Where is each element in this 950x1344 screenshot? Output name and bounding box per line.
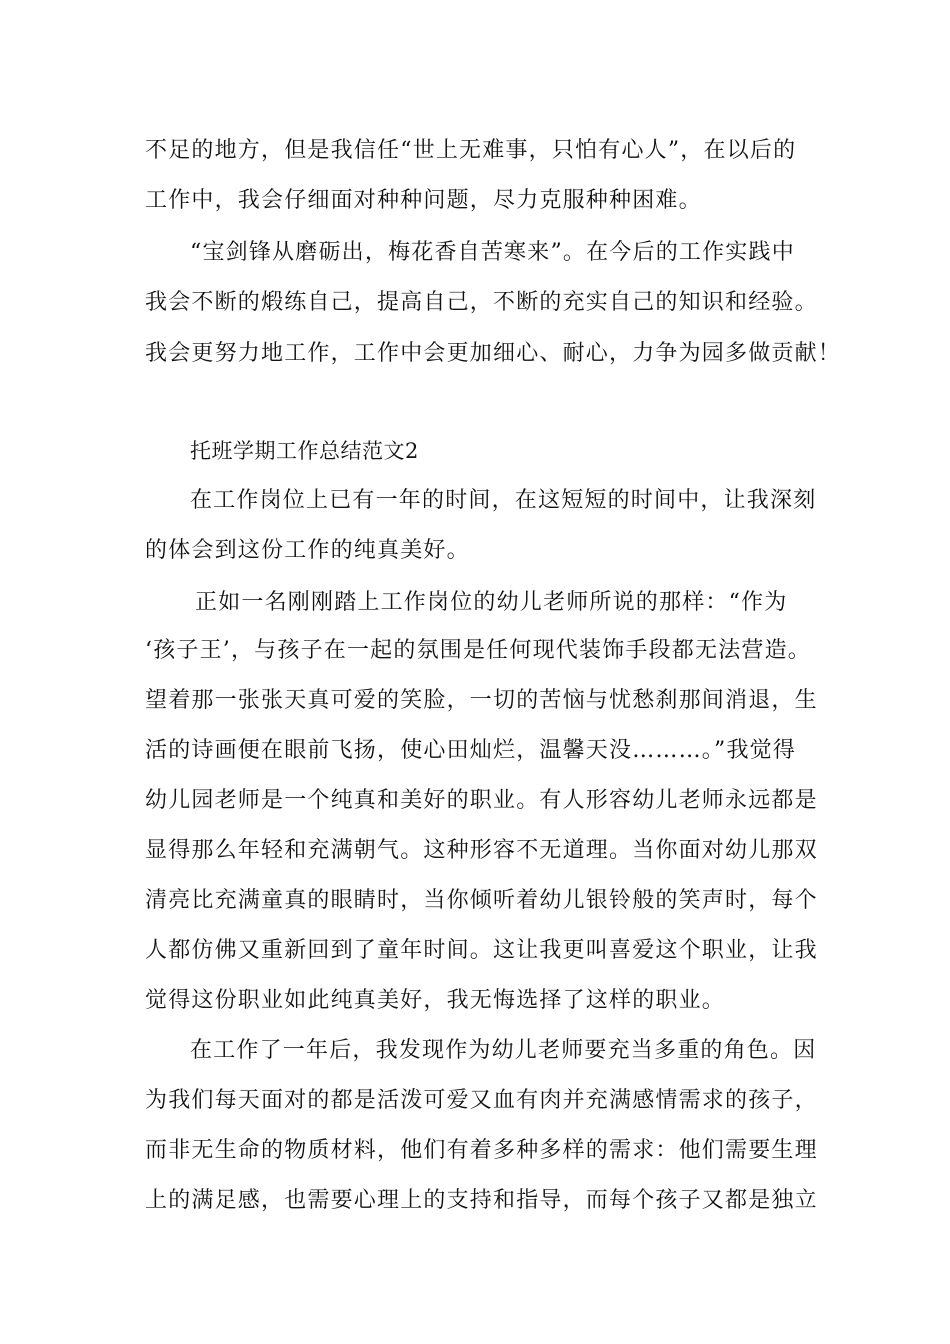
paragraph-4-line-3: 望着那一张张天真可爱的笑脸，一切的苦恼与忧愁刹那间消退，生 [145,688,818,713]
paragraph-4-line-8: 人都仿佛又重新回到了童年时间。这让我更叫喜爱这个职业，让我 [145,938,818,963]
paragraph-2-line-3: 我会更努力地工作，工作中会更加细心、耐心，力争为园多做贡献！ [145,341,842,366]
paragraph-2-line-2: 我会不断的煅练自己，提高自己，不断的充实自己的知识和经验。 [145,290,818,315]
section-title: 托班学期工作总结范文2 [190,439,419,463]
paragraph-3-line-2: 的体会到这份工作的纯真美好。 [145,538,470,563]
paragraph-4-line-5: 幼儿园老师是一个纯真和美好的职业。有人形容幼儿老师永远都是 [145,788,818,813]
paragraph-2-line-1: “宝剑锋从磨砺出，梅花香自苦寒来”。在今后的工作实践中 [190,240,795,265]
paragraph-4-line-9: 觉得这份职业如此纯真美好，我无悔选择了这样的职业。 [145,988,726,1013]
paragraph-4-line-7: 清亮比充满童真的眼睛时，当你倾听着幼儿银铃般的笑声时，每个 [145,888,818,913]
paragraph-5-line-3: 而非无生命的物质材料，他们有着多种多样的需求：他们需要生理 [145,1138,818,1163]
paragraph-3-line-1: 在工作岗位上已有一年的时间，在这短短的时间中，让我深刻 [190,488,817,513]
paragraph-5-line-1: 在工作了一年后，我发现作为幼儿老师要充当多重的角色。因 [190,1038,817,1063]
paragraph-4-line-2: ‘孩子王’，与孩子在一起的氛围是任何现代装饰手段都无法营造。 [145,638,811,663]
paragraph-4-line-1: 正如一名刚刚踏上工作岗位的幼儿老师所说的那样：“作为 [195,590,788,615]
paragraph-4-line-6: 显得那么年轻和充满朝气。这种形容不无道理。当你面对幼儿那双 [145,838,818,863]
paragraph-5-line-4: 上的满足感，也需要心理上的支持和指导，而每个孩子又都是独立 [145,1188,818,1213]
paragraph-5-line-2: 为我们每天面对的都是活泼可爱又血有肉并充满感情需求的孩子， [145,1088,818,1113]
paragraph-4-line-4: 活的诗画便在眼前飞扬，使心田灿烂，温馨天没………。”我觉得 [145,738,797,763]
paragraph-1-line-2: 工作中，我会仔细面对种种问题，尽力克服种种困难。 [145,188,702,213]
paragraph-1-line-1: 不足的地方，但是我信任“世上无难事，只怕有心人”，在以后的 [145,138,797,163]
